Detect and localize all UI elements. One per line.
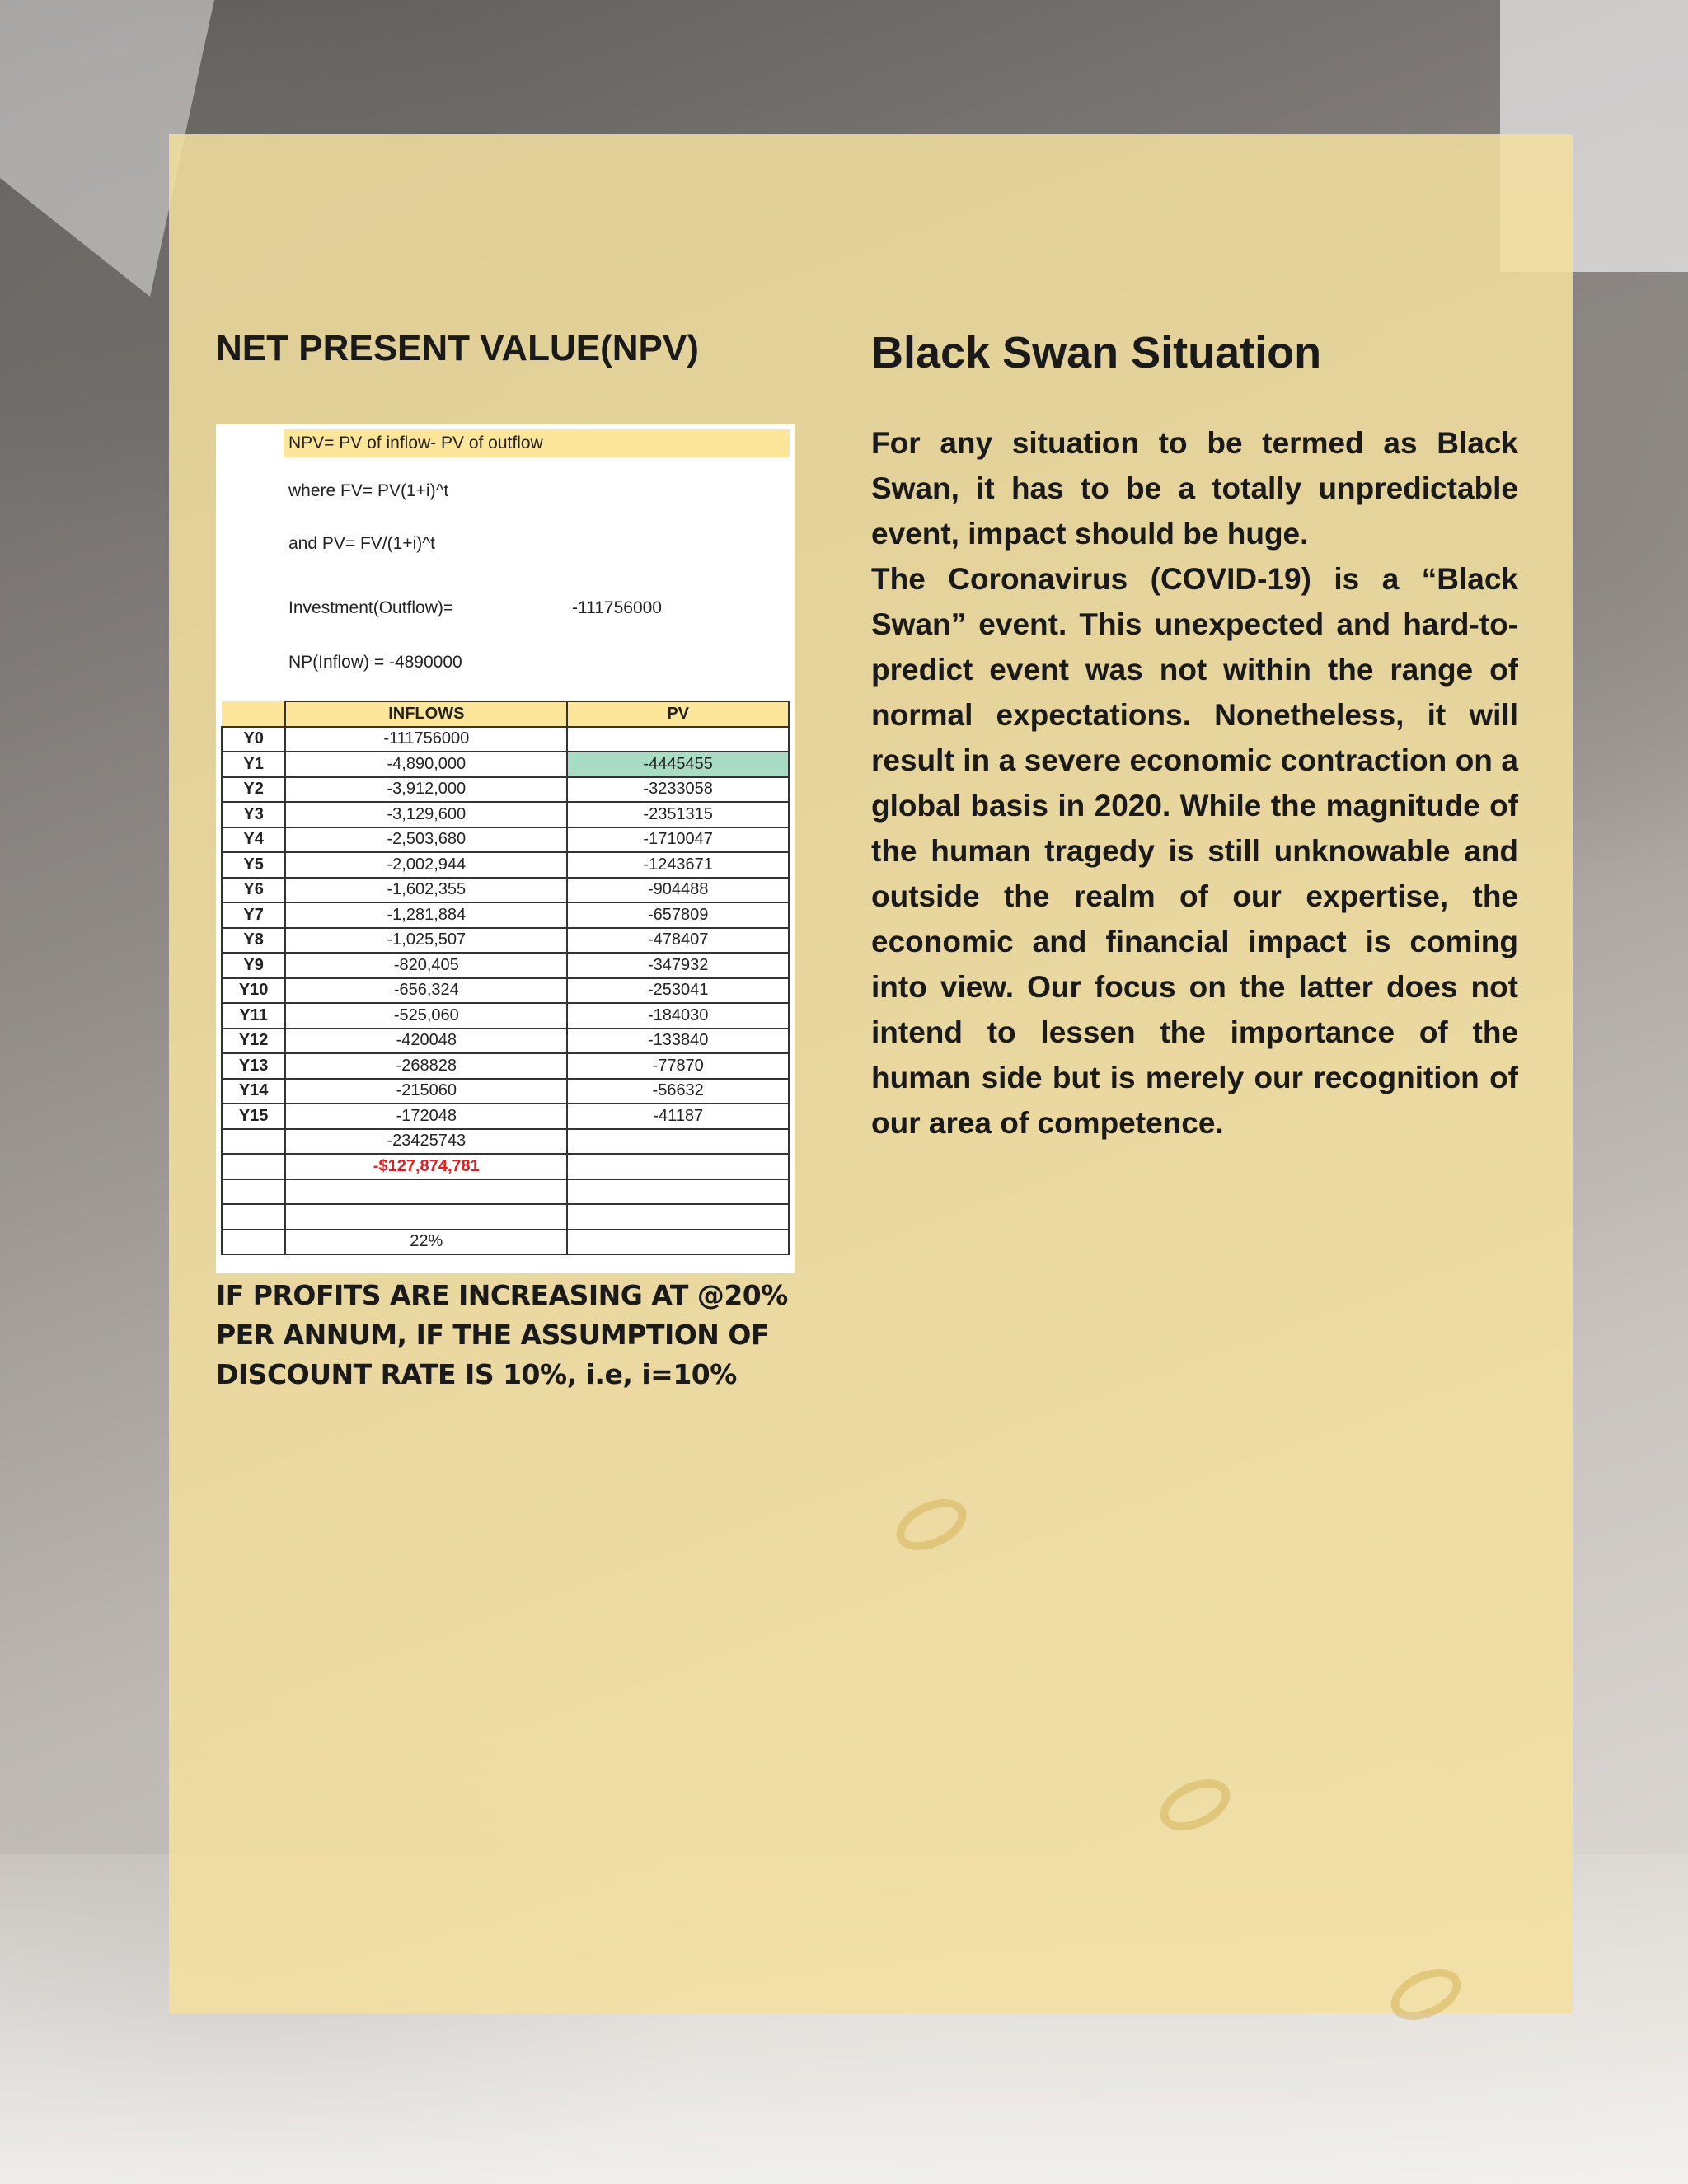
table-row: [222, 777, 789, 803]
empty-cell: [285, 1204, 567, 1230]
year-cell: Y3: [222, 802, 285, 827]
npv-formula-line: NPV= PV of inflow- PV of outflow: [284, 429, 790, 457]
year-cell: Y15: [222, 1104, 285, 1129]
pv-formula-line: and PV= FV/(1+i)^t: [288, 534, 435, 553]
year-cell: Y7: [222, 902, 285, 928]
table-row: [222, 752, 789, 777]
year-cell: Y8: [222, 928, 285, 954]
pv-cell: -1243671: [567, 852, 789, 878]
npv-result-value: -$127,874,781: [285, 1154, 567, 1179]
year-cell: Y10: [222, 978, 285, 1004]
table-row-empty: [222, 1204, 789, 1230]
total-pv-value: -23425743: [285, 1129, 567, 1155]
table-body: [222, 727, 789, 1129]
table-row: [222, 1029, 789, 1054]
total-year-cell: [222, 1129, 285, 1155]
investment-value: -111756000: [572, 598, 662, 617]
inflow-cell: -420048: [285, 1029, 567, 1054]
percent-year-cell: [222, 1230, 285, 1255]
year-cell: Y14: [222, 1079, 285, 1104]
pv-cell: -4445455: [567, 752, 789, 777]
fv-formula-line: where FV= PV(1+i)^t: [288, 481, 449, 500]
black-swan-paragraph-2: The Coronavirus (COVID-19) is a “Black Swan” event. This unexpected and hard-to-predict event was not within the range of normal expectations. Nonetheless, it will result in a severe economic contraction on a global basis in 2020. While the magnitude of the human tragedy is still unknowable and outside the realm of our expertise, the economic and financial impact is coming into view. Our focus on the latter does not intend to lessen the importance of the human side but is merely our recognition of our area of competence.: [871, 562, 1518, 1140]
table-row-total: [222, 1129, 789, 1155]
year-cell: Y2: [222, 777, 285, 803]
pv-cell: -347932: [567, 953, 789, 978]
empty-cell: [222, 1179, 285, 1205]
table-row: [222, 878, 789, 903]
table-row: [222, 1079, 789, 1104]
black-swan-body: [871, 420, 1518, 1146]
year-cell: Y12: [222, 1029, 285, 1054]
inflow-cell: -1,281,884: [285, 902, 567, 928]
table-row: [222, 852, 789, 878]
inflow-cell: -820,405: [285, 953, 567, 978]
year-cell: Y4: [222, 827, 285, 853]
inflow-cell: -172048: [285, 1104, 567, 1129]
table-row-percent: [222, 1230, 789, 1255]
inflow-cell: -268828: [285, 1053, 567, 1079]
inflow-cell: -656,324: [285, 978, 567, 1004]
empty-cell: [222, 1204, 285, 1230]
table-row: [222, 802, 789, 827]
black-swan-heading: Black Swan Situation: [871, 328, 1322, 377]
percent-value: 22%: [285, 1230, 567, 1255]
pv-cell: -3233058: [567, 777, 789, 803]
pv-cell: -904488: [567, 878, 789, 903]
header-pv: PV: [567, 701, 789, 727]
total-pv-cell: [567, 1129, 789, 1155]
npv-year-cell: [222, 1154, 285, 1179]
pv-cell: -2351315: [567, 802, 789, 827]
investment-line: [284, 594, 790, 622]
table-header-row: [222, 701, 789, 727]
pv-cell: -77870: [567, 1053, 789, 1079]
table-row: [222, 902, 789, 928]
table-row-npv: [222, 1154, 789, 1179]
inflow-cell: -2,002,944: [285, 852, 567, 878]
table-row: [222, 928, 789, 954]
empty-cell: [285, 1179, 567, 1205]
year-cell: Y11: [222, 1003, 285, 1029]
investment-label: Investment(Outflow)=: [288, 598, 454, 617]
inflow-cell: -525,060: [285, 1003, 567, 1029]
pv-cell: -253041: [567, 978, 789, 1004]
inflow-cell: -3,129,600: [285, 802, 567, 827]
npv-pv-cell: [567, 1154, 789, 1179]
pv-cell: -184030: [567, 1003, 789, 1029]
pv-cell: -1710047: [567, 827, 789, 853]
empty-cell: [567, 1204, 789, 1230]
pv-cell: -657809: [567, 902, 789, 928]
inflow-cell: -3,912,000: [285, 777, 567, 803]
table-row: [222, 1053, 789, 1079]
header-year: [222, 701, 285, 727]
table-summary: [222, 1129, 789, 1255]
table-row: [222, 1104, 789, 1129]
pv-cell: [567, 727, 789, 752]
binder-ring-decoration: [1383, 1959, 1469, 2031]
empty-cell: [567, 1179, 789, 1205]
percent-pv-cell: [567, 1230, 789, 1255]
npv-spreadsheet-image: [216, 424, 795, 1273]
inflow-cell: -2,503,680: [285, 827, 567, 853]
year-cell: Y5: [222, 852, 285, 878]
table-row: [222, 827, 789, 853]
year-cell: Y6: [222, 878, 285, 903]
year-cell: Y0: [222, 727, 285, 752]
inflow-cell: -111756000: [285, 727, 567, 752]
pv-cell: -133840: [567, 1029, 789, 1054]
pv-cell: -478407: [567, 928, 789, 954]
inflow-cell: -1,602,355: [285, 878, 567, 903]
year-cell: Y9: [222, 953, 285, 978]
table-row: [222, 727, 789, 752]
pv-cell: -56632: [567, 1079, 789, 1104]
assumption-note: IF PROFITS ARE INCREASING AT @20% PER ANNUM, IF THE ASSUMPTION OF DISCOUNT RATE IS 10%, i.e, i=10%: [216, 1279, 788, 1390]
table-row: [222, 953, 789, 978]
inflow-cell: -215060: [285, 1079, 567, 1104]
pv-cell: -41187: [567, 1104, 789, 1129]
header-inflows: INFLOWS: [285, 701, 567, 727]
year-cell: Y13: [222, 1053, 285, 1079]
binder-ring-decoration: [889, 1489, 974, 1561]
inflow-cell: -4,890,000: [285, 752, 567, 777]
cashflow-table: [221, 701, 790, 1255]
binder-ring-decoration: [1152, 1769, 1238, 1841]
table-row: [222, 1003, 789, 1029]
black-swan-paragraph-1: For any situation to be termed as Black Swan, it has to be a totally unpredictable event, impact should be huge.: [871, 426, 1518, 551]
year-cell: Y1: [222, 752, 285, 777]
np-inflow-line: NP(Inflow) = -4890000: [288, 653, 462, 672]
table-row-empty: [222, 1179, 789, 1205]
npv-heading: NET PRESENT VALUE(NPV): [216, 328, 699, 368]
table-row: [222, 978, 789, 1004]
inflow-cell: -1,025,507: [285, 928, 567, 954]
